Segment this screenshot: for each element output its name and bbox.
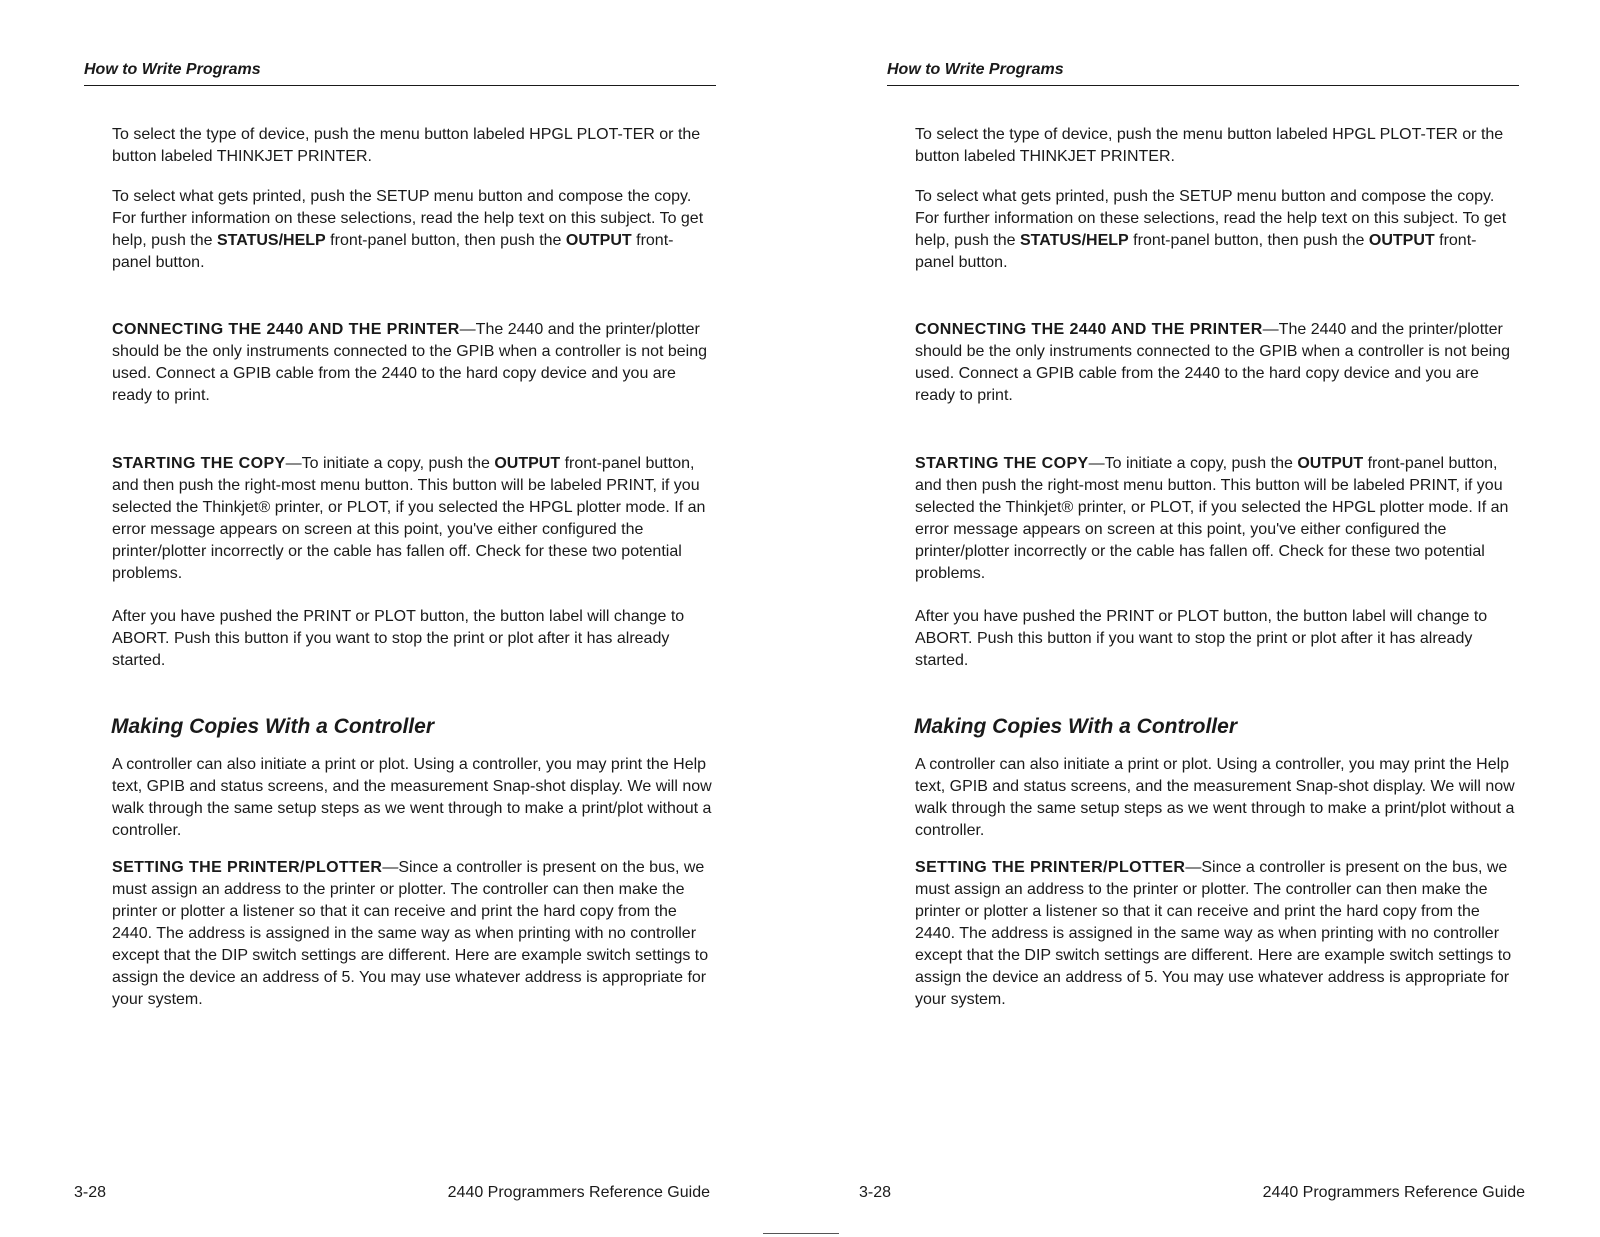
paragraph-text: A controller can also initiate a print or plot. Using a controller, you may print the Help text, GPIB and status screens, and the measurement Snap-shot display. We will now walk through the same setup steps as we went through to make a print/plot without a controller.	[112, 756, 712, 839]
run-in-heading: SETTING THE PRINTER/PLOTTER	[112, 859, 383, 876]
run-in-heading: CONNECTING THE 2440 AND THE PRINTER	[915, 321, 1263, 338]
paragraph-text: —To initiate a copy, push the	[285, 455, 495, 472]
output-keyword: OUTPUT	[565, 232, 632, 249]
run-in-heading: CONNECTING THE 2440 AND THE PRINTER	[112, 321, 460, 338]
paragraph-text: A controller can also initiate a print or plot. Using a controller, you may print the Help text, GPIB and status screens, and the measurement Snap-shot display. We will now walk through the same setup steps as we went through to make a print/plot without a controller.	[915, 756, 1515, 839]
paragraph-setting-printer	[112, 857, 712, 1011]
page-number: 3-28	[859, 1184, 892, 1201]
paragraph-text: To select what gets printed, push the SETUP menu button and compose the copy. For further information on these selections, read the help text on this subject. To get help, push the	[915, 188, 1507, 249]
paragraph-after-push	[112, 606, 712, 672]
output-keyword: OUTPUT	[1368, 232, 1435, 249]
output-keyword: OUTPUT	[494, 455, 561, 472]
paragraph-text: To select what gets printed, push the SETUP menu button and compose the copy. For further information on these selections, read the help text on this subject. To get help, push the	[112, 188, 704, 249]
paragraph-connecting	[112, 319, 712, 407]
paragraph-select-print	[112, 186, 712, 274]
scan-edge-mark	[763, 1233, 839, 1234]
section-heading: Making Copies With a Controller	[111, 715, 434, 738]
paragraph-controller-intro	[915, 754, 1515, 842]
right-page	[803, 0, 1600, 1237]
paragraph-text: front-panel button.	[915, 232, 1477, 271]
run-in-heading: STARTING THE COPY	[915, 455, 1089, 472]
paragraph-setting-printer	[915, 857, 1515, 1011]
run-in-heading: STARTING THE COPY	[112, 455, 286, 472]
paragraph-text: —Since a controller is present on the bus, we must assign an address to the printer or plotter. The controller can then make the printer or plotter a listener so that it can receive and print the hard copy from the 2440. The address is assigned in the same way as when printing with no controller except that the DIP switch settings are different. Here are example switch settings to assign the device an address of 5. You may use whatever address is appropriate for your system.	[112, 859, 709, 1008]
paragraph-text: To select the type of device, push the menu button labeled HPGL PLOT-TER or the button labeled THINKJET PRINTER.	[915, 126, 1504, 165]
paragraph-text: —To initiate a copy, push the	[1088, 455, 1298, 472]
paragraph-text: After you have pushed the PRINT or PLOT button, the button label will change to ABORT. Push this button if you want to stop the print or plot after it has already started.	[915, 608, 1488, 669]
page-number: 3-28	[74, 1184, 107, 1201]
paragraph-connecting	[915, 319, 1515, 407]
guide-title: 2440 Programmers Reference Guide	[1262, 1184, 1525, 1201]
status-help-keyword: STATUS/HELP	[1019, 232, 1129, 249]
output-keyword: OUTPUT	[1297, 455, 1364, 472]
running-header: How to Write Programs	[84, 60, 716, 86]
paragraph-select-print	[915, 186, 1515, 274]
paragraph-controller-intro	[112, 754, 712, 842]
paragraph-text: —The 2440 and the printer/plotter should be the only instruments connected to the GPIB when a controller is not being used. Connect a GPIB cable from the 2440 to the hard copy device and you are ready to print.	[112, 321, 708, 404]
paragraph-starting-copy	[915, 453, 1515, 585]
paragraph-text: front-panel button, and then push the right-most menu button. This button will be labeled PRINT, if you selected the Thinkjet® printer, or PLOT, if you selected the HPGL plotter mode. If an error message appears on screen at this point, you've either configured the printer/plotter incorrectly or the cable has fallen off. Check for these two potential problems.	[112, 455, 706, 582]
paragraph-text: front-panel button.	[112, 232, 674, 271]
paragraph-text: front-panel button, and then push the right-most menu button. This button will be labeled PRINT, if you selected the Thinkjet® printer, or PLOT, if you selected the HPGL plotter mode. If an error message appears on screen at this point, you've either configured the printer/plotter incorrectly or the cable has fallen off. Check for these two potential problems.	[915, 455, 1509, 582]
paragraph-text: front-panel button, then push the	[325, 232, 566, 249]
paragraph-text: —Since a controller is present on the bus, we must assign an address to the printer or plotter. The controller can then make the printer or plotter a listener so that it can receive and print the hard copy from the 2440. The address is assigned in the same way as when printing with no controller except that the DIP switch settings are different. Here are example switch settings to assign the device an address of 5. You may use whatever address is appropriate for your system.	[915, 859, 1512, 1008]
paragraph-text: front-panel button, then push the	[1128, 232, 1369, 249]
guide-title: 2440 Programmers Reference Guide	[447, 1184, 710, 1201]
paragraph-text: To select the type of device, push the menu button labeled HPGL PLOT-TER or the button labeled THINKJET PRINTER.	[112, 126, 701, 165]
paragraph-select-device	[112, 124, 712, 168]
run-in-heading: SETTING THE PRINTER/PLOTTER	[915, 859, 1186, 876]
paragraph-select-device	[915, 124, 1515, 168]
status-help-keyword: STATUS/HELP	[216, 232, 326, 249]
paragraph-starting-copy	[112, 453, 712, 585]
paragraph-text: After you have pushed the PRINT or PLOT button, the button label will change to ABORT. Push this button if you want to stop the print or plot after it has already started.	[112, 608, 685, 669]
section-heading: Making Copies With a Controller	[914, 715, 1237, 738]
paragraph-text: —The 2440 and the printer/plotter should be the only instruments connected to the GPIB when a controller is not being used. Connect a GPIB cable from the 2440 to the hard copy device and you are ready to print.	[915, 321, 1511, 404]
running-header: How to Write Programs	[887, 60, 1519, 86]
paragraph-after-push	[915, 606, 1515, 672]
